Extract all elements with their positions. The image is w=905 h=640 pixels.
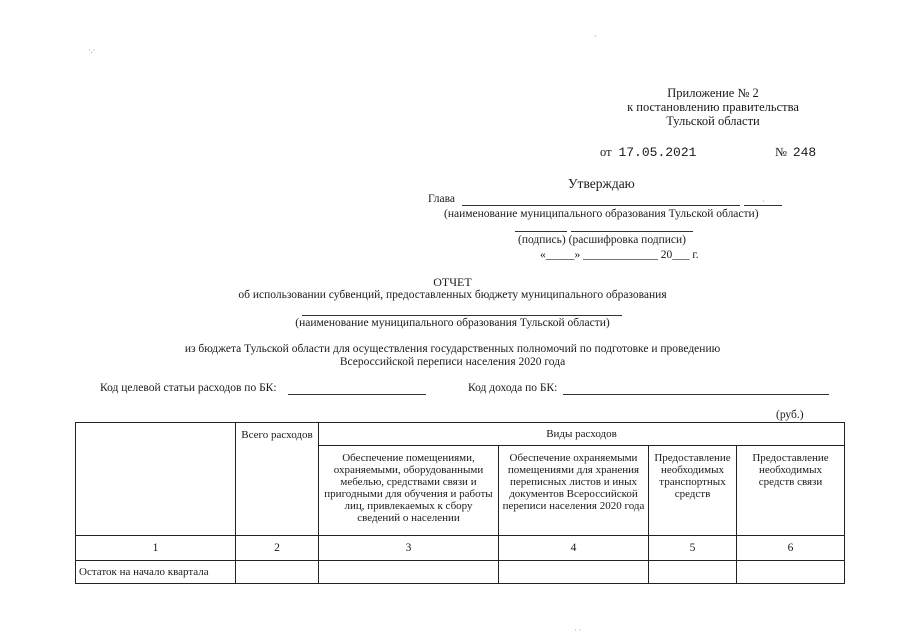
decree-date-prefix: от (600, 145, 612, 159)
decree-number: 248 (792, 145, 817, 160)
row-opening-balance-col5 (649, 561, 737, 584)
income-code-line (563, 394, 829, 395)
report-title: ОТЧЕТ (433, 275, 472, 289)
approve-date-line: «_____» _____________ 20___ г. (540, 249, 699, 261)
header-blank (76, 423, 236, 536)
header-col6: Предоставление необходимых средств связи (737, 446, 845, 536)
header-col5: Предоставление необходимых транспортных средств (649, 446, 737, 536)
row-opening-balance-col4 (499, 561, 649, 584)
col-number-2: 2 (236, 536, 319, 561)
signature-line (515, 231, 567, 232)
source-line-2: Всероссийской переписи населения 2020 года (339, 356, 566, 368)
annex-line-decree: к постановлению правительства (627, 100, 799, 114)
header-col4: Обеспечение охраняемыми помещениями для хранения переписных листов и иных документов Всероссийской переписи населения 2020 года (499, 446, 649, 536)
annex-line-region: Тульской области (666, 114, 760, 128)
head-name-line (462, 205, 740, 206)
mo-caption: (наименование муниципального образования Тульской области) (295, 317, 610, 329)
row-opening-balance-label: Остаток на начало квартала (76, 561, 236, 584)
col-number-3: 3 (319, 536, 499, 561)
row-opening-balance-col6 (737, 561, 845, 584)
header-total: Всего расходов (236, 423, 319, 536)
scan-speck: ·.· (88, 46, 96, 55)
unit-label: (руб.) (776, 409, 804, 421)
col-number-5: 5 (649, 536, 737, 561)
annex-title: Приложение № 2 (667, 86, 759, 100)
header-types: Виды расходов (319, 423, 845, 446)
row-opening-balance-col3 (319, 561, 499, 584)
scan-speck: · (762, 197, 765, 206)
scan-speck: · (594, 32, 597, 41)
source-line-1: из бюджета Тульской области для осуществления государственных полномочий по подготовке и проведению (184, 343, 721, 355)
header-col3: Обеспечение помещениями, охраняемыми, оборудованными мебелью, средствами связи и пригодными для обучения и работы лиц, привлекаемых к сбору сведений о населении (319, 446, 499, 536)
approve-title: Утверждаю (568, 176, 635, 191)
signature-caption: (подпись) (расшифровка подписи) (518, 234, 687, 246)
decree-date-row (600, 145, 696, 160)
signature-decoding-line (571, 231, 693, 232)
head-caption: (наименование муниципального образования Тульской области) (444, 208, 759, 220)
col-number-1: 1 (76, 536, 236, 561)
target-code-label: Код целевой статьи расходов по БК: (100, 382, 277, 394)
scan-speck: · · (574, 626, 582, 635)
decree-number-prefix: № (775, 145, 787, 159)
annex-block (600, 86, 826, 128)
report-subtitle: об использовании субвенций, предоставленных бюджету муниципального образования (238, 289, 667, 301)
head-label: Глава (428, 193, 456, 205)
col-number-6: 6 (737, 536, 845, 561)
expense-table (75, 422, 845, 584)
target-code-line (288, 394, 426, 395)
decree-date: 17.05.2021 (618, 145, 697, 160)
col-number-4: 4 (499, 536, 649, 561)
income-code-label: Код дохода по БК: (468, 382, 558, 394)
mo-name-line (302, 315, 622, 316)
decree-number-row (775, 145, 816, 160)
row-opening-balance-total (236, 561, 319, 584)
